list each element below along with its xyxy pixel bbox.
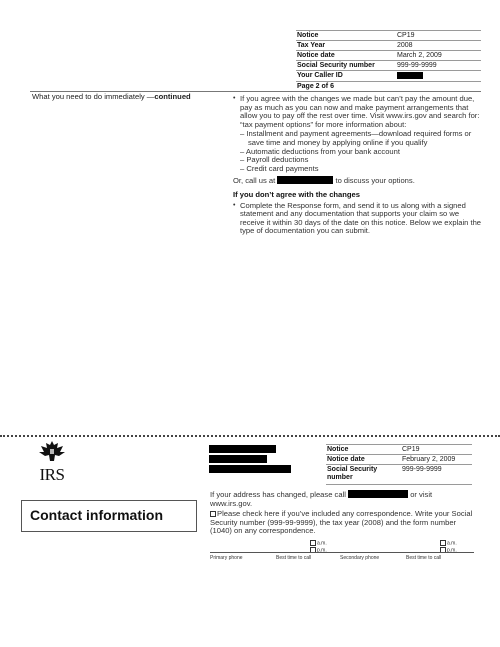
table-row bbox=[296, 61, 481, 71]
best-time-label-2: Best time to call bbox=[406, 555, 442, 561]
list-item bbox=[233, 94, 485, 129]
call-us-line bbox=[233, 176, 485, 186]
redaction-block bbox=[209, 455, 267, 463]
irs-logo-text: IRS bbox=[39, 465, 65, 484]
address-prefix: If your address has changed, please call bbox=[210, 490, 346, 499]
notice-label: Notice bbox=[326, 445, 401, 455]
page-number: Page 2 of 6 bbox=[296, 82, 481, 92]
stub-notice-table bbox=[326, 444, 472, 485]
correspondence-checkbox-row bbox=[210, 510, 478, 536]
table-row bbox=[296, 51, 481, 61]
list-item: – Credit card payments bbox=[240, 163, 319, 173]
correspondence-checkbox[interactable] bbox=[210, 511, 216, 517]
pm-label: p.m. bbox=[317, 547, 327, 554]
contact-info-box bbox=[21, 500, 197, 532]
payment-options-text: If you agree with the changes we made but can’t pay the amount due, pay as much as you can now and make payment arrangements that allow you to pay off the rest over time. Visit www.irs.gov and search for: “tax payment options” for more information about: bbox=[240, 94, 480, 129]
address-suffix: or visit bbox=[410, 490, 433, 499]
tax-year-value: 2008 bbox=[396, 41, 481, 51]
caller-id-value bbox=[396, 71, 481, 82]
notice-label: Notice bbox=[296, 31, 396, 41]
tear-line bbox=[0, 435, 500, 437]
bullet-icon: • bbox=[233, 201, 236, 209]
redaction-block bbox=[397, 72, 423, 79]
notice-date-value: February 2, 2009 bbox=[401, 455, 472, 465]
notice-date-label: Notice date bbox=[326, 455, 401, 465]
eagle-icon bbox=[38, 440, 66, 462]
ssn-label: Social Security number bbox=[296, 61, 396, 71]
am-checkbox[interactable] bbox=[440, 540, 446, 546]
section-content bbox=[233, 94, 485, 236]
table-row bbox=[326, 445, 472, 455]
redaction-block bbox=[277, 176, 333, 184]
redaction-block bbox=[348, 490, 408, 498]
payment-options-list bbox=[240, 130, 485, 173]
best-time-label-1: Best time to call bbox=[276, 555, 312, 561]
table-row bbox=[296, 82, 481, 92]
irs-logo bbox=[32, 440, 72, 482]
correspondence-text: Please check here if you’ve included any correspondence. Write your Social Security number (999-99-9999), the tax year (2008) and the form number (1040) on any correspondence. bbox=[210, 509, 473, 536]
notice-info-table bbox=[296, 30, 481, 92]
bullet-icon: • bbox=[233, 95, 236, 102]
am-label: a.m. bbox=[447, 540, 457, 547]
notice-date-value: March 2, 2009 bbox=[396, 51, 481, 61]
list-item bbox=[233, 200, 485, 236]
secondary-phone-label: Secondary phone bbox=[340, 555, 380, 561]
phone-field-line bbox=[210, 552, 474, 553]
address-change-text bbox=[210, 490, 478, 508]
notice-value: CP19 bbox=[401, 445, 472, 455]
contact-title: Contact information bbox=[30, 507, 163, 523]
am-checkbox[interactable] bbox=[310, 540, 316, 546]
response-instructions: Complete the Response form, and send it to us along with a signed statement and any documentation that supports your claim so we receive it within 30 days of the date on this notice. Below we explain the type of documentation you can submit. bbox=[240, 200, 482, 236]
ssn-value: 999-99-9999 bbox=[401, 465, 472, 485]
redaction-block bbox=[209, 465, 291, 473]
notice-date-label: Notice date bbox=[296, 51, 396, 61]
list-item: – Automatic deductions from your bank account bbox=[240, 146, 400, 156]
disagree-heading: If you don’t agree with the changes bbox=[233, 189, 360, 199]
section-label bbox=[32, 93, 191, 102]
ssn-label: Social Security number bbox=[326, 465, 401, 485]
call-suffix: to discuss your options. bbox=[335, 176, 415, 186]
section-label-bold: continued bbox=[154, 92, 191, 101]
am-label: a.m. bbox=[317, 540, 327, 547]
section-label-text: What you need to do immediately — bbox=[32, 92, 155, 101]
caller-id-label: Your Caller ID bbox=[296, 71, 396, 82]
table-row bbox=[296, 31, 481, 41]
notice-value: CP19 bbox=[396, 31, 481, 41]
recipient-address bbox=[209, 445, 299, 473]
table-row bbox=[296, 41, 481, 51]
table-row bbox=[296, 71, 481, 82]
list-item: – Installment and payment agreements—download required forms or save time and money by applying online if you qualify bbox=[240, 129, 472, 147]
table-row bbox=[326, 465, 472, 485]
table-row bbox=[326, 455, 472, 465]
call-prefix: Or, call us at bbox=[233, 176, 276, 186]
ssn-value: 999-99-9999 bbox=[396, 61, 481, 71]
tax-year-label: Tax Year bbox=[296, 41, 396, 51]
primary-phone-label: Primary phone bbox=[210, 555, 243, 561]
irs-website: www.irs.gov. bbox=[210, 498, 253, 508]
list-item: – Payroll deductions bbox=[240, 155, 309, 165]
pm-label: p.m. bbox=[447, 547, 457, 554]
redaction-block bbox=[209, 445, 276, 453]
